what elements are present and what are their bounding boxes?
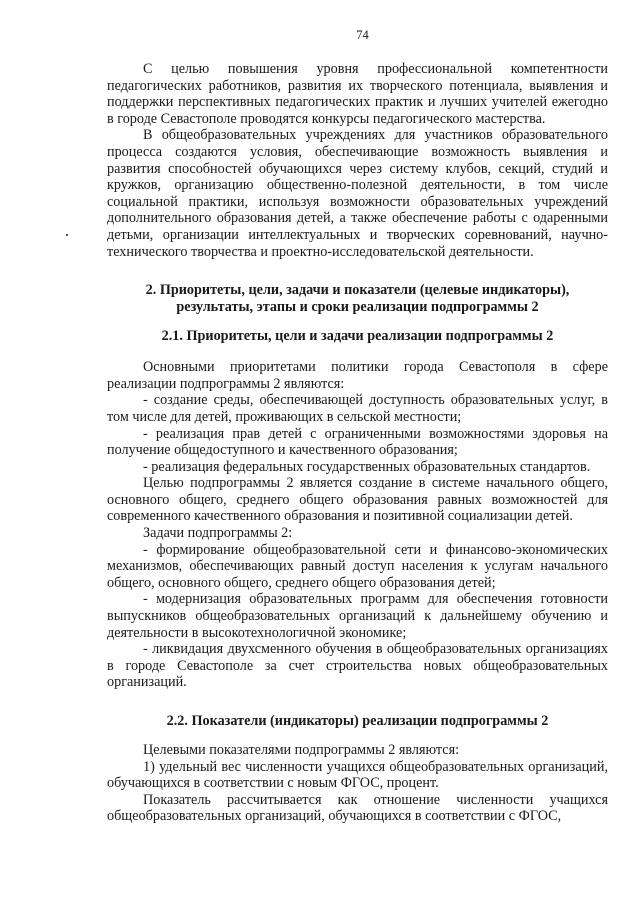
section-2-2-title: 2.2. Показатели (индикаторы) реализации подпрограммы 2	[166, 713, 549, 729]
list-item: 1) удельный вес численности учащихся общеобразовательных организаций, обучающихся в соответствии с новым ФГОС, процент.	[107, 758, 608, 792]
list-item: - создание среды, обеспечивающей доступность образовательных услуг, в том числе для детей, проживающих в сельской местности;	[107, 392, 608, 425]
paragraph: В общеобразовательных учреждениях для участников образовательного процесса создаются условия, обеспечивающие возможность выявления и развития способностей обучающихся через систему клубов, секций, студий и кружков, организацию общественно-полезной деятельности, в том числе социальной практики, используя возможности образовательных учреждений дополнительного образования детей, а также обеспечение работы с одаренными детьми, организации интеллектуальных и творческих соревнований, научно-технического творчества и проектно-исследовательской деятельности.	[107, 127, 608, 260]
page-number: 74	[356, 28, 369, 42]
section-2-heading	[107, 282, 608, 316]
list-item: - модернизация образовательных программ для обеспечения готовности выпускников общеобразовательных организаций к дальнейшему обучению и деятельности в высокотехнологичной экономике;	[107, 591, 608, 641]
paragraph: Целью подпрограммы 2 является создание в системе начального общего, основного общего, среднего общего образования равных возможностей для современного качественного образования и позитивной социализации детей.	[107, 475, 608, 525]
section-2-title-line-2: результаты, этапы и сроки реализации подпрограммы 2	[176, 299, 539, 316]
paragraph: Целевыми показателями подпрограммы 2 являются:	[143, 742, 460, 758]
scan-speck	[66, 234, 68, 236]
section-2-1-title: 2.1. Приоритеты, цели и задачи реализации подпрограммы 2	[161, 328, 554, 345]
list-item: - реализация прав детей с ограниченными возможностями здоровья на получение общедоступного и качественного образования;	[107, 425, 608, 459]
list-item: - формирование общеобразовательной сети и финансово-экономических механизмов, обеспечивающих равный доступ населения к услугам начального общего, основного общего, среднего общего образования детей;	[107, 541, 608, 591]
list-item: - ликвидация двухсменного обучения в общеобразовательных организациях в городе Севастополе за счет строительства новых общеобразовательных организаций.	[107, 641, 608, 691]
paragraph: Основными приоритетами политики города Севастополя в сфере реализации подпрограммы 2 являются:	[107, 359, 608, 392]
section-2-title-line-1: 2. Приоритеты, цели, задачи и показатели (целевые индикаторы),	[145, 282, 570, 299]
paragraph: Показатель рассчитывается как отношение численности учащихся общеобразовательных организаций, обучающихся в соответствии с ФГОС,	[107, 791, 608, 825]
paragraph: С целью повышения уровня профессиональной компетентности педагогических работников, развития их творческого потенциала, выявления и поддержки перспективных педагогических практик и лучших учителей ежегодно в городе Севастополе проводятся конкурсы педагогического мастерства.	[107, 61, 608, 127]
paragraph: Задачи подпрограммы 2:	[143, 525, 293, 542]
list-item: - реализация федеральных государственных образовательных стандартов.	[143, 458, 591, 475]
